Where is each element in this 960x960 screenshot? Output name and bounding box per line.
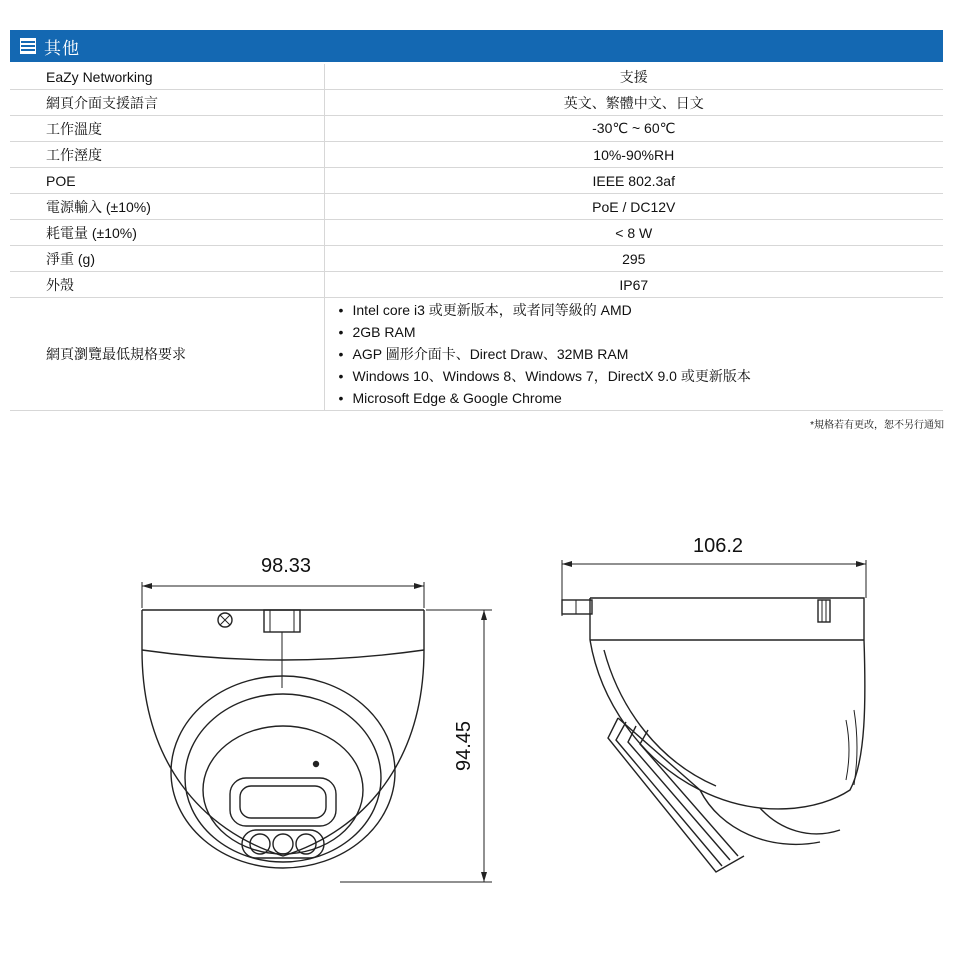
front-height-label: 94.45 [453, 720, 475, 772]
front-width-label: 98.33 [260, 555, 312, 577]
front-view-drawing [142, 555, 492, 882]
spec-key: 網頁介面支援語言 [10, 90, 324, 116]
list-item: • Intel core i3 或更新版本，或者同等級的 AMD [339, 299, 944, 321]
list-item: • AGP 圖形介面卡、Direct Draw、32MB RAM [339, 343, 944, 365]
spec-value: 英文、繁體中文、日文 [324, 90, 943, 116]
spec-value: IP67 [324, 272, 943, 298]
section-title: 其他 [44, 38, 80, 58]
spec-key: 淨重 (g) [10, 246, 324, 272]
spec-key: 工作溫度 [10, 116, 324, 142]
spec-value: 10%-90%RH [324, 142, 943, 168]
side-view-drawing [562, 535, 866, 872]
spec-change-note: *規格若有更改，恕不另行通知 [810, 420, 944, 431]
spec-key: 電源輸入 (±10%) [10, 194, 324, 220]
list-item: • Windows 10、Windows 8、Windows 7，DirectX 9.0 或更新版本 [339, 365, 944, 387]
side-width-label: 106.2 [692, 535, 744, 557]
spec-key: 外殼 [10, 272, 324, 298]
spec-key: EaZy Networking [10, 64, 324, 90]
spec-value: -30℃ ~ 60℃ [324, 116, 943, 142]
list-item: • Microsoft Edge & Google Chrome [339, 387, 944, 409]
spec-key: 耗電量 (±10%) [10, 220, 324, 246]
list-item: • 2GB RAM [339, 321, 944, 343]
spec-value: PoE / DC12V [324, 194, 943, 220]
spec-key: 網頁瀏覽最低規格要求 [10, 298, 324, 411]
spec-value: 295 [324, 246, 943, 272]
spec-key: 工作溼度 [10, 142, 324, 168]
spec-key: POE [10, 168, 324, 194]
spec-value: IEEE 802.3af [324, 168, 943, 194]
spec-value: < 8 W [324, 220, 943, 246]
spec-value: 支援 [324, 64, 943, 90]
